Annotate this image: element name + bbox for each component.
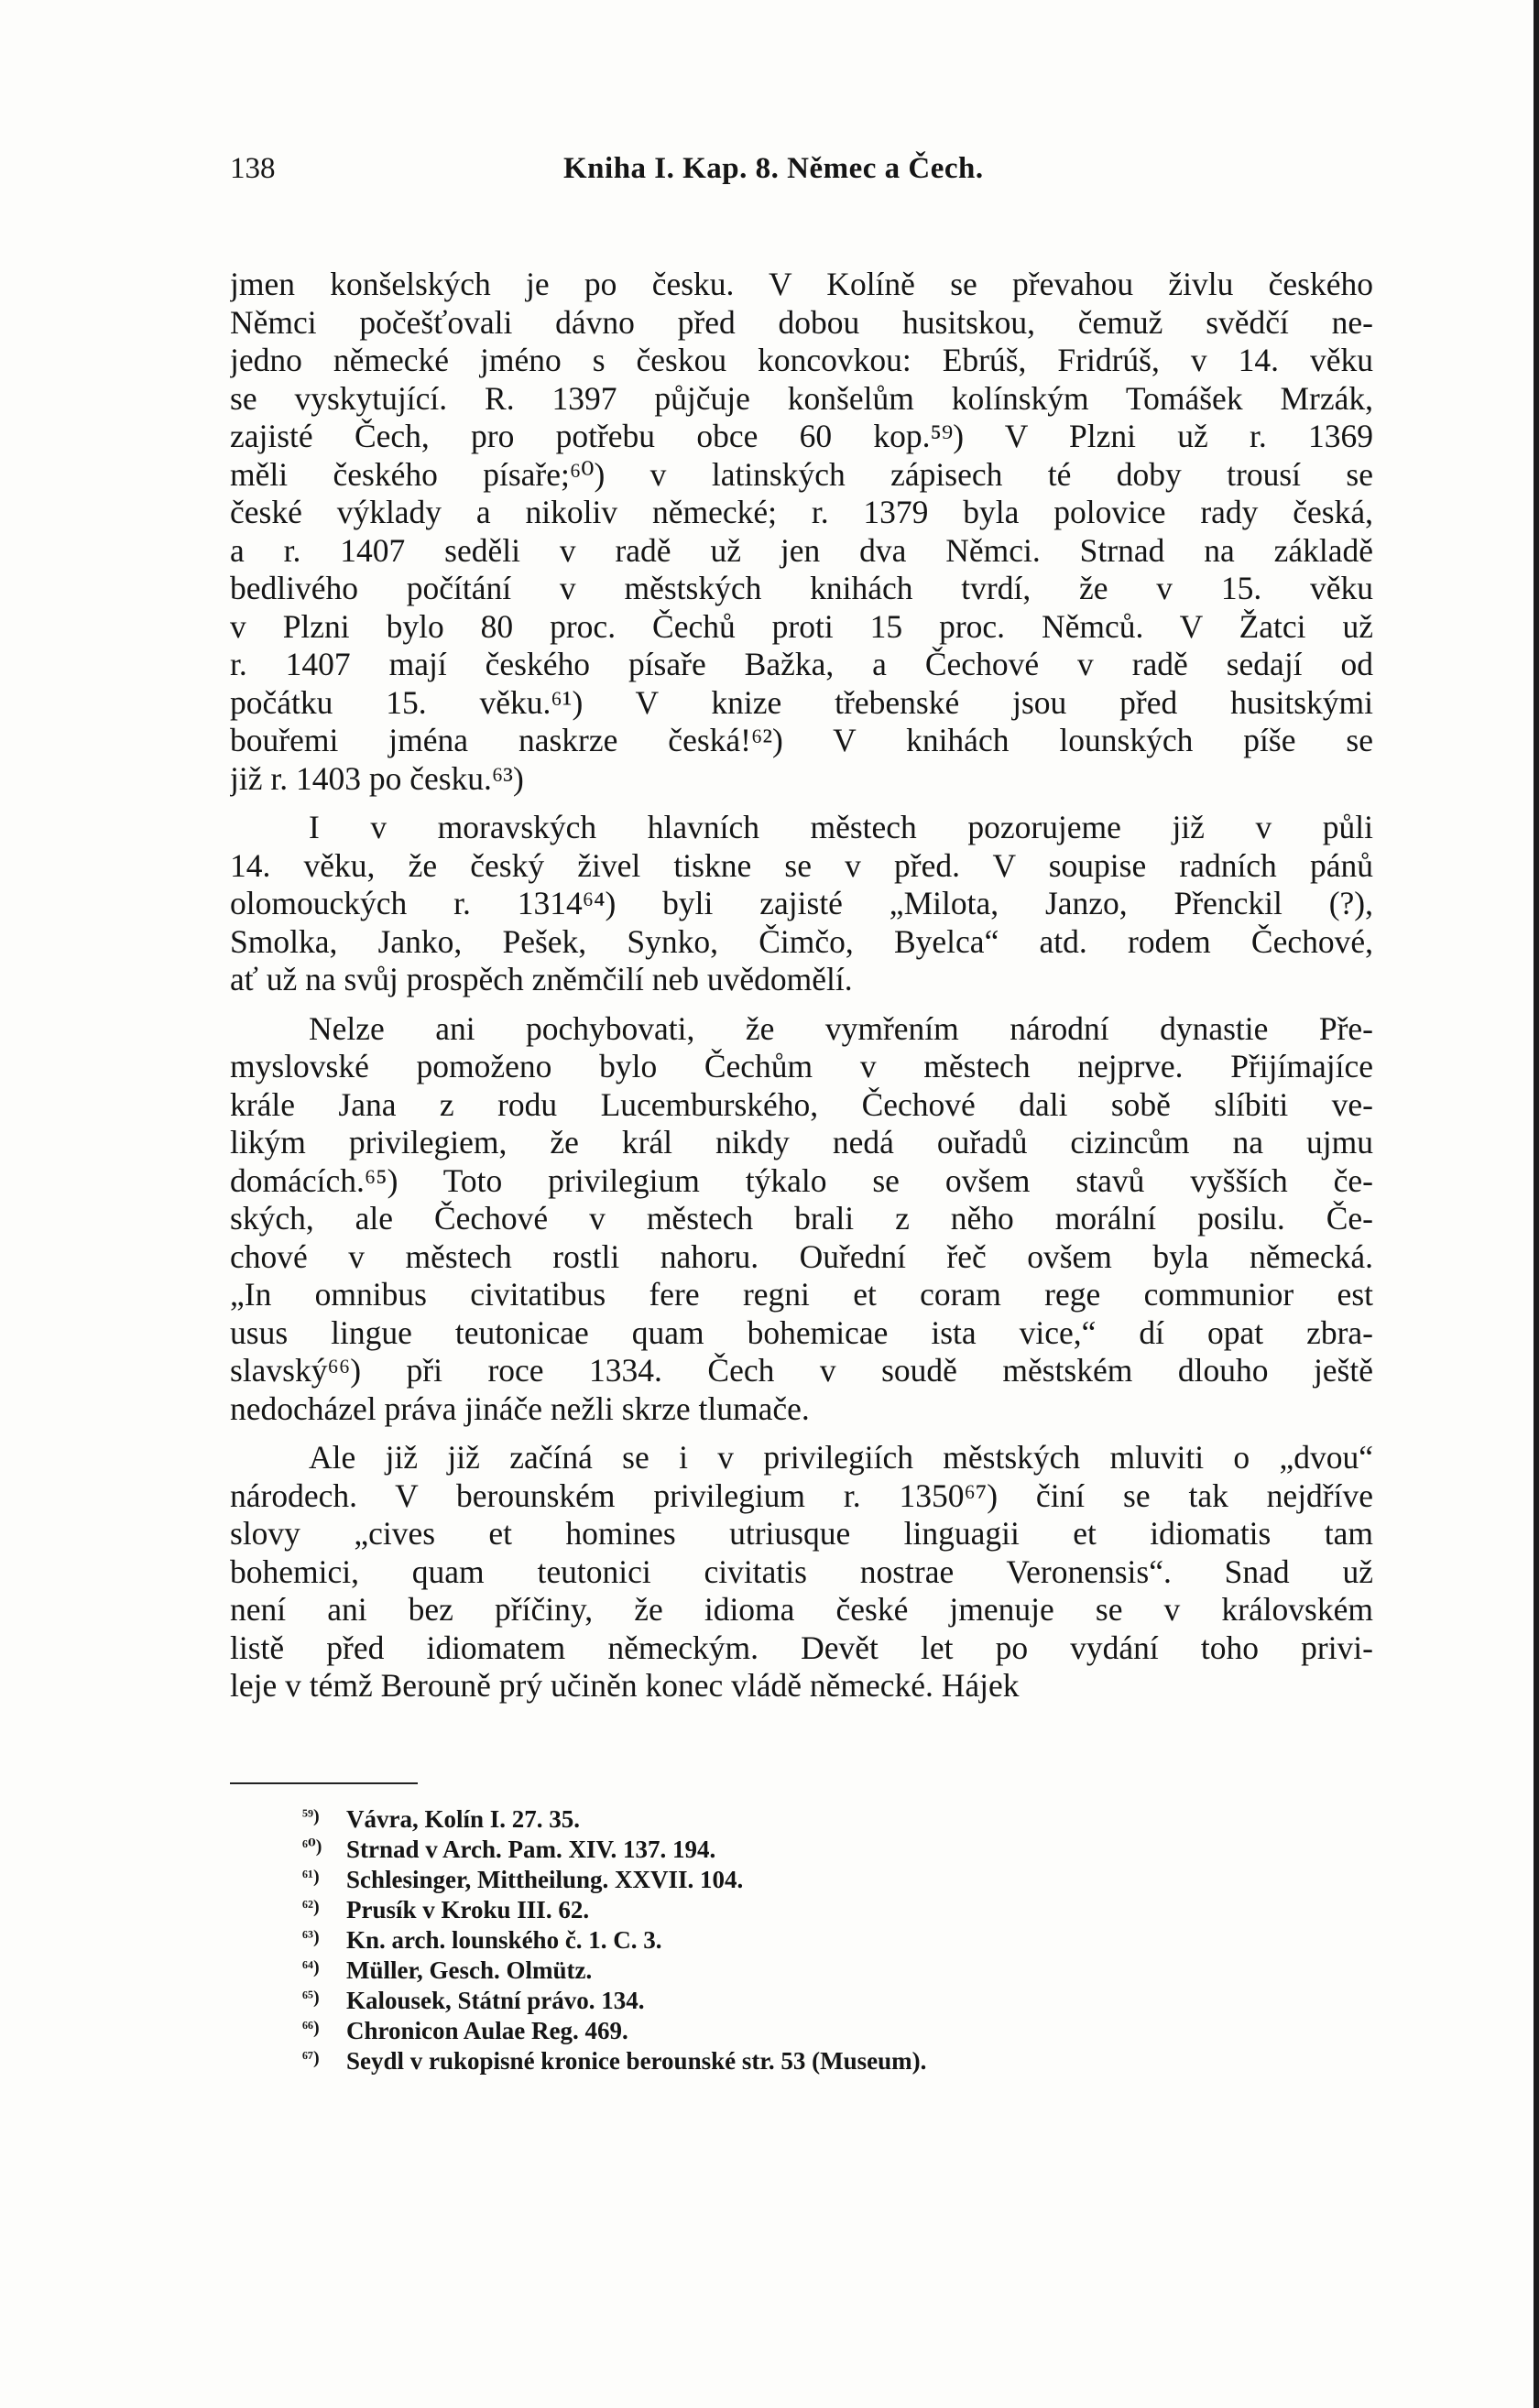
footnote [302,1835,1310,1865]
text-line: národech. V berounském privilegium r. 1350⁶⁷) činí se tak nejdříve [230,1476,1373,1514]
text-line: již r. 1403 po česku.⁶³) [230,759,524,797]
footnote-mark: ⁶⁵) [302,1988,320,2008]
text-line: bohemici, quam teutonici civitatis nostrae Veronensis“. Snad už [230,1553,1373,1590]
text-line: bouřemi jména naskrze česká!⁶²) V knihách lounských píše se [230,722,1373,758]
text-line: ať už na svůj prospěch zněmčilí neb uvědomělí. [230,961,853,997]
text-line: měli českého písaře;⁶⁰) v latinských zápisech té doby trousí se [230,455,1373,493]
paragraph [230,809,1373,999]
footnote-mark: ⁶¹) [302,1867,320,1887]
text-line: Nelze ani pochybovati, že vymřením národní dynastie Pře- [309,1009,1373,1047]
footnote-text: Müller, Gesch. Olmütz. [346,1956,593,1984]
text-line: jmen konšelských je po česku. V Kolíně se převahou živlu českého [230,266,1373,302]
footnote [302,1956,1310,1986]
footnote [302,2016,1310,2046]
paragraph-gap [230,1428,1373,1439]
text-line: krále Jana z rodu Lucemburského, Čechové dali sobě slíbiti ve- [230,1085,1373,1123]
text-line: v Plzni bylo 80 proc. Čechů proti 15 proc. Němců. V Žatci už [230,607,1373,645]
paragraph-gap [230,999,1373,1010]
text-line: a r. 1407 seděli v radě už jen dva Němci. Strnad na základě [230,531,1373,569]
footnote-text: Kalousek, Státní právo. 134. [346,1987,645,2014]
text-line: I v moravských hlavních městech pozorujeme již v půli [309,809,1373,845]
footnote-mark: ⁶⁶) [302,2018,320,2038]
text-line: ských, ale Čechové v městech brali z něho morální posilu. Če- [230,1200,1373,1237]
text-line: slavský⁶⁶) při roce 1334. Čech v soudě městském dlouho ještě [230,1352,1373,1389]
text-line: chové v městech rostli nahoru. Ouřední řeč ovšem byla německá. [230,1237,1373,1275]
text-line: jedno německé jméno s českou koncovkou: Ebrúš, Fridrúš, v 14. věku [230,342,1373,378]
page-header [230,152,1373,198]
footnote [302,1925,1310,1956]
text-line: bedlivého počítání v městských knihách tvrdí, že v 15. věku [230,570,1373,606]
footnote-mark: ⁶³) [302,1927,320,1947]
text-line: 14. věku, že český živel tiskne se v před. V soupise radních pánů [230,846,1373,884]
paragraph [230,1439,1373,1705]
footnote [302,1804,1310,1835]
text-line: zajisté Čech, pro potřebu obce 60 kop.⁵⁹) V Plzni už r. 1369 [230,418,1373,454]
footnote [302,2046,1310,2076]
running-head: Kniha I. Kap. 8. Němec a Čech. [563,152,984,185]
footnote-mark: ⁶²) [302,1897,320,1917]
text-line: počátku 15. věku.⁶¹) V knize třebenské jsou před husitskými [230,683,1373,721]
footnote [302,1865,1310,1895]
footnote-text: Strnad v Arch. Pam. XIV. 137. 194. [346,1836,716,1863]
footnote-mark: ⁶⁷) [302,2048,320,2068]
paragraph [230,266,1373,798]
footnote-mark: ⁵⁹) [302,1806,320,1826]
footnote-text: Vávra, Kolín I. 27. 35. [346,1805,581,1833]
footnotes [302,1804,1310,2076]
text-line: nedocházel práva jináče nežli skrze tlumače. [230,1389,810,1427]
text-line: likým privilegiem, že král nikdy nedá ouřadů cizincům na ujmu [230,1124,1373,1160]
text-line: usus lingue teutonicae quam bohemicae ista vice,“ dí opat zbra- [230,1313,1373,1351]
footnote-mark: ⁶⁴) [302,1957,320,1978]
text-line: myslovské pomoženo bylo Čechům v městech nejprve. Přijímajíce [230,1048,1373,1084]
text-line: domácích.⁶⁵) Toto privilegium týkalo se ovšem stavů vyšších če- [230,1161,1373,1199]
text-line: Ale již již začíná se i v privilegiích městských mluviti o „dvou“ [309,1439,1373,1476]
text-line: leje v témž Berouně prý učiněn konec vládě německé. Hájek [230,1667,1020,1704]
footnote [302,1895,1310,1925]
text-line: olomouckých r. 1314⁶⁴) byli zajisté „Milota, Janzo, Přenckil (?), [230,885,1373,921]
footnote [302,1986,1310,2016]
text-line: listě před idiomatem německým. Devět let po vydání toho privi- [230,1629,1373,1666]
paragraph-gap [230,798,1373,809]
page-number: 138 [230,152,276,185]
footnote-text: Kn. arch. lounského č. 1. C. 3. [346,1926,662,1954]
footnote-text: Prusík v Kroku III. 62. [346,1896,590,1923]
text-line: „In omnibus civitatibus fere regni et coram rege communior est [230,1276,1373,1313]
page-edge-shadow [1534,0,1539,2408]
footnote-text: Chronicon Aulae Reg. 469. [346,2017,628,2044]
text-line: české výklady a nikoliv německé; r. 1379 byla polovice rady česká, [230,494,1373,530]
text-line: slovy „cives et homines utriusque linguagii et idiomatis tam [230,1515,1373,1552]
text-line: Němci počešťovali dávno před dobou husitskou, čemuž svědčí ne- [230,303,1373,341]
paragraph [230,1010,1373,1429]
body-text [230,266,1373,1705]
footnote-text: Seydl v rukopisné kronice berounské str. 53 (Museum). [346,2047,927,2075]
text-line: Smolka, Janko, Pešek, Synko, Čimčo, Byelca“ atd. rodem Čechové, [230,922,1373,960]
footnote-rule [230,1782,418,1784]
text-line: není ani bez příčiny, že idioma české jmenuje se v královském [230,1591,1373,1628]
footnote-text: Schlesinger, Mittheilung. XXVII. 104. [346,1866,744,1893]
text-line: r. 1407 mají českého písaře Bažka, a Čechové v radě sedají od [230,646,1373,682]
footnote-mark: ⁶⁰) [302,1836,322,1857]
text-line: se vyskytující. R. 1397 půjčuje konšelům kolínským Tomášek Mrzák, [230,379,1373,417]
